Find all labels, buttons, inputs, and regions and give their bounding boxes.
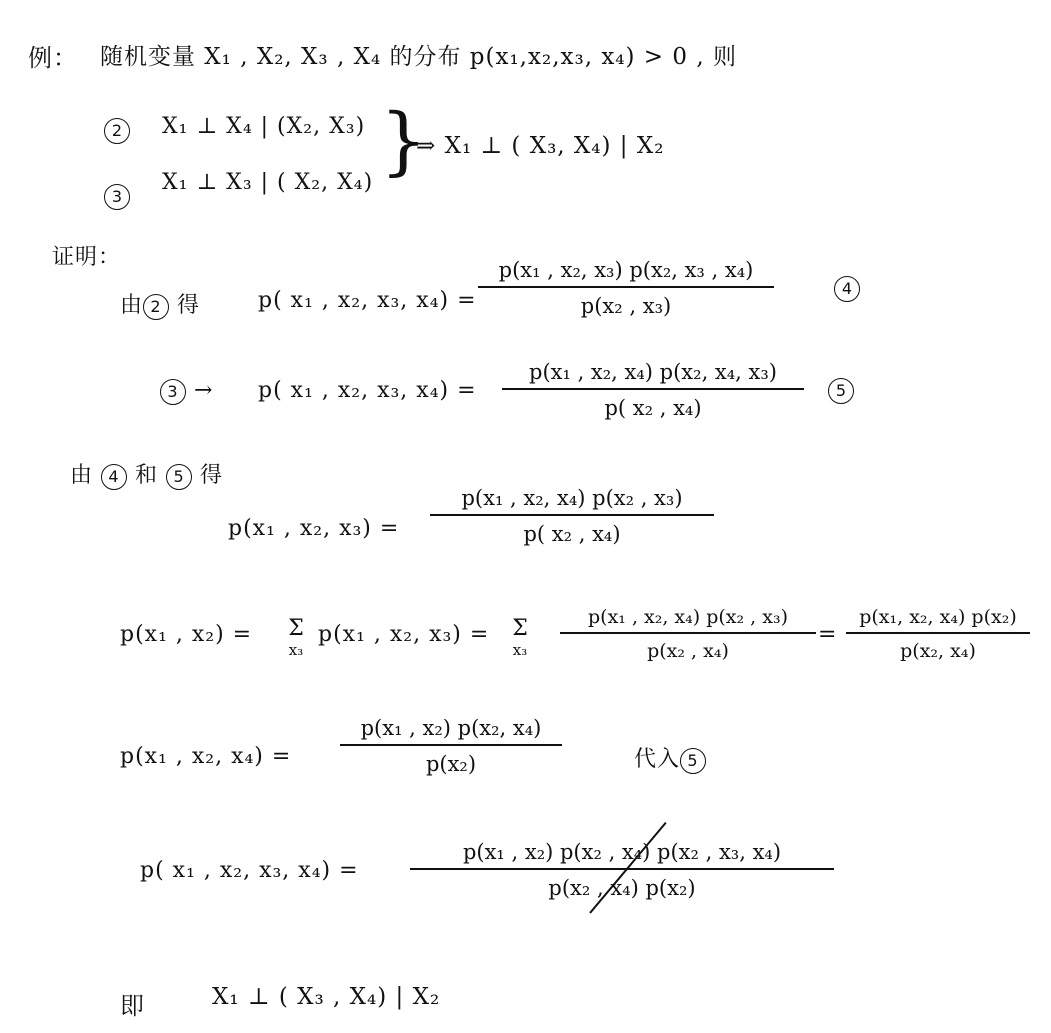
step1-lhs: p( x₁ , x₂, x₃, x₄) = [258,288,477,313]
step4-equals: = [818,622,838,647]
step4-lhs: p(x₁ , x₂) = [120,622,253,647]
step4-sum-2 [506,618,534,660]
step3-and: 和 [135,463,159,488]
step3-marker-4: 4 [101,464,127,490]
final-label: 即 [120,992,145,1020]
step1-fraction [478,258,774,318]
conclusion: ⇒ X₁ ⊥ ( X₃, X₄) | X₂ [416,133,665,159]
step6-denominator: p(x₂ , x₄) p(x₂) [548,876,696,900]
step6-fraction [410,840,834,900]
step4-sum-symbol-1: Σ [288,616,304,641]
premise-2: X₁ ⊥ X₄ | (X₂, X₃) [162,114,366,139]
step3-fraction [430,486,714,546]
step4-sum-subscript-1: x₃ [288,641,304,659]
step2-numerator: p(x₁ , x₂, x₄) p(x₂, x₄, x₃) [529,360,777,384]
step4-denominator-2: p(x₂, x₄) [900,640,976,662]
step5-lhs: p(x₁ , x₂, x₄) = [120,744,292,769]
step1-numerator: p(x₁ , x₂, x₃) p(x₂, x₃ , x₄) [498,258,754,282]
step3-from: 由 [70,463,94,488]
step2-lhs: p( x₁ , x₂, x₃, x₄) = [258,378,477,403]
step6-numerator: p(x₁ , x₂) p(x₂ , x₄) p(x₂ , x₃, x₄) [462,840,782,864]
step4-sum-1 [282,618,310,660]
final-statement: X₁ ⊥ ( X₃ , X₄) | X₂ [212,984,441,1010]
step4-sum-symbol-2: Σ [512,616,528,641]
step4-numerator-2: p(x₁, x₂, x₄) p(x₂) [859,606,1017,628]
step1-from: 由 [120,293,144,318]
equation-tag-4: 4 [834,276,860,302]
step5-denominator: p(x₂) [425,752,477,776]
step5-marker: 5 [680,748,706,774]
step4-sum-subscript-2: x₃ [512,641,528,659]
step5-fraction [340,716,562,776]
example-statement: 随机变量 X₁ , X₂, X₃ , X₄ 的分布 p(x₁,x₂,x₃, x₄) > 0 , 则 [100,44,737,70]
step3-marker-5: 5 [166,464,192,490]
example-label: 例： [28,44,78,72]
step3-get: 得 [200,463,224,488]
step4-fraction-1 [560,606,816,662]
step2-arrow: → [194,378,214,403]
premise-marker-2: 2 [104,118,130,144]
premise-marker-3: 3 [104,184,130,210]
step2-fraction [502,360,804,420]
premise-3: X₁ ⊥ X₃ | ( X₂, X₄) [162,170,374,195]
step6-lhs: p( x₁ , x₂, x₃, x₄) = [140,858,359,883]
step4-mid: p(x₁ , x₂, x₃) = [318,622,490,647]
step3-denominator: p( x₂ , x₄) [523,522,621,546]
equation-tag-5: 5 [828,378,854,404]
step3-numerator: p(x₁ , x₂, x₄) p(x₂ , x₃) [461,486,683,510]
step2-marker: 3 [160,379,186,405]
step4-fraction-2 [846,606,1030,662]
step1-prefix [120,288,200,320]
step1-get: 得 [177,293,201,318]
step3-prefix [70,458,223,490]
right-brace: } [380,98,428,184]
step5-note [634,742,706,774]
step2-prefix [160,378,213,405]
step5-numerator: p(x₁ , x₂) p(x₂, x₄) [360,716,542,740]
step4-numerator-1: p(x₁ , x₂, x₄) p(x₂ , x₃) [588,606,788,628]
proof-label: 证明： [52,245,122,270]
step3-lhs: p(x₁ , x₂, x₃) = [228,516,400,541]
step1-denominator: p(x₂ , x₃) [580,294,672,318]
step1-marker: 2 [143,294,169,320]
step5-substitute: 代入 [634,747,681,772]
step4-denominator-1: p(x₂ , x₄) [647,640,729,662]
step2-denominator: p( x₂ , x₄) [604,396,702,420]
